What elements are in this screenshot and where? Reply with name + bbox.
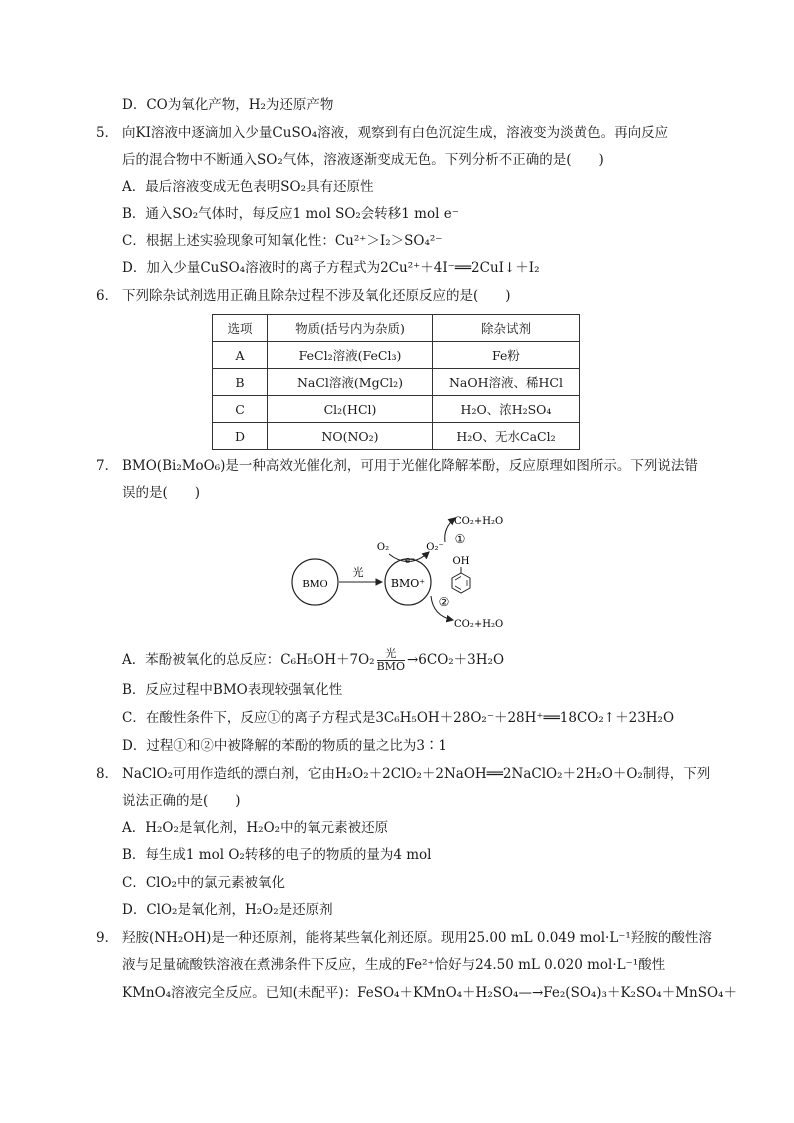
- q6-number: 6．: [96, 288, 119, 304]
- o2-label: O₂: [376, 542, 390, 553]
- table-cell: Cl₂(HCl): [268, 396, 433, 423]
- q5-option-c: C．根据上述实验现象可知氧化性：Cu²⁺＞I₂＞SO₄²⁻: [122, 233, 443, 249]
- table-cell: B: [213, 369, 268, 396]
- q8-stem-line1: NaClO₂可用作造纸的漂白剂，它由H₂O₂＋2ClO₂＋2NaOH══2NaClO₂＋2H₂O＋O₂制得，下列: [122, 766, 711, 782]
- q9-stem-line1: 羟胺(NH₂OH)是一种还原剂，能将某些氧化剂还原。现用25.00 mL 0.049 mol·L⁻¹羟胺的酸性溶: [122, 930, 712, 946]
- q8-number: 8．: [96, 766, 119, 782]
- reaction-condition: [377, 648, 405, 673]
- light-label: 光: [352, 566, 364, 579]
- step1-label: ①: [454, 532, 466, 546]
- q7-stem-line1: BMO(Bi₂MoO₆)是一种高效光催化剂，可用于光催化降解苯酚，反应原理如图所示。下列说法错: [122, 458, 698, 474]
- q5-stem-line2: 后的混合物中不断通入SO₂气体，溶液逐渐变成无色。下列分析不正确的是( ): [122, 152, 604, 168]
- table-cell: H₂O、无水CaCl₂: [433, 423, 580, 450]
- q7-option-a-pre: A．苯酚被氧化的总反应：C₆H₅OH＋7O₂: [122, 652, 375, 668]
- q5-option-d: D．加入少量CuSO₄溶液时的离子方程式为2Cu²⁺＋4I⁻══2CuI↓＋I₂: [122, 260, 540, 276]
- q9-stem-line3: KMnO₄溶液完全反应。已知(未配平)：FeSO₄＋KMnO₄＋H₂SO₄—→Fe₂(SO₄)₃＋K₂SO₄＋MnSO₄＋: [122, 985, 737, 1001]
- product-top: CO₂+H₂O: [454, 516, 504, 527]
- electron-label: e⁻: [404, 556, 416, 566]
- q7-option-a: [122, 648, 504, 673]
- q5-option-b: B．通入SO₂气体时，每反应1 mol SO₂会转移1 mol e⁻: [122, 206, 459, 222]
- table-row: [213, 342, 580, 369]
- photocatalysis-diagram: [285, 506, 525, 634]
- reaction-condition-over: 光: [377, 648, 405, 661]
- q5-stem-line1: 向KI溶液中逐滴加入少量CuSO₄溶液，观察到有白色沉淀生成，溶液变为淡黄色。再向反应: [122, 125, 669, 141]
- o2-minus-label: O₂⁻: [426, 542, 444, 553]
- table-cell: NO(NO₂): [268, 423, 433, 450]
- q8-option-a: A．H₂O₂是氧化剂，H₂O₂中的氧元素被还原: [122, 820, 389, 836]
- q5-number: 5．: [96, 125, 119, 141]
- q8-option-b: B．每生成1 mol O₂转移的电子的物质的量为4 mol: [122, 847, 432, 863]
- table-cell: Fe粉: [433, 342, 580, 369]
- q6-table: [212, 314, 580, 450]
- q7-option-a-post: →6CO₂＋3H₂O: [406, 652, 505, 668]
- q7-option-c: C．在酸性条件下，反应①的离子方程式是3C₆H₅OH＋28O₂⁻＋28H⁺══18CO₂↑＋23H₂O: [122, 710, 675, 726]
- reaction-condition-under: BMO: [376, 660, 405, 673]
- table-cell: A: [213, 342, 268, 369]
- table-row: [213, 369, 580, 396]
- table-header-row: [213, 315, 580, 342]
- q7-stem-line2: 误的是( ): [122, 485, 201, 501]
- table-row: [213, 423, 580, 450]
- table-cell: FeCl₂溶液(FeCl₃): [268, 342, 433, 369]
- table-cell: NaOH溶液、稀HCl: [433, 369, 580, 396]
- product-bottom: CO₂+H₂O: [454, 619, 504, 630]
- bmo-plus-label: BMO⁺: [390, 577, 426, 590]
- q7-option-d: D．过程①和②中被降解的苯酚的物质的量之比为3∶1: [122, 738, 448, 754]
- q5-option-a: A．最后溶液变成无色表明SO₂具有还原性: [122, 179, 374, 195]
- q4-option-d: D．CO为氧化产物，H₂为还原产物: [122, 97, 334, 113]
- q8-option-c: C．ClO₂中的氯元素被氧化: [122, 875, 285, 891]
- table-row: [213, 396, 580, 423]
- q6-stem: 下列除杂试剂选用正确且除杂过程不涉及氧化还原反应的是( ): [122, 288, 511, 304]
- q9-stem-line2: 液与足量硫酸铁溶液在煮沸条件下反应，生成的Fe²⁺恰好与24.50 mL 0.020 mol·L⁻¹酸性: [122, 957, 666, 973]
- table-cell: H₂O、浓H₂SO₄: [433, 396, 580, 423]
- table-header-cell: 选项: [213, 315, 268, 342]
- q7-number: 7．: [96, 458, 119, 474]
- step2-label: ②: [438, 595, 450, 609]
- table-header-cell: 物质(括号内为杂质): [268, 315, 433, 342]
- table-header-cell: 除杂试剂: [433, 315, 580, 342]
- bmo-label: BMO: [302, 578, 328, 590]
- q8-stem-line2: 说法正确的是( ): [122, 793, 241, 809]
- q8-option-d: D．ClO₂是氧化剂，H₂O₂是还原剂: [122, 902, 333, 918]
- table-cell: C: [213, 396, 268, 423]
- q7-option-b: B．反应过程中BMO表现较强氧化性: [122, 682, 343, 698]
- table-cell: D: [213, 423, 268, 450]
- q9-number: 9．: [96, 930, 119, 946]
- table-cell: NaCl溶液(MgCl₂): [268, 369, 433, 396]
- oh-label: OH: [452, 556, 470, 567]
